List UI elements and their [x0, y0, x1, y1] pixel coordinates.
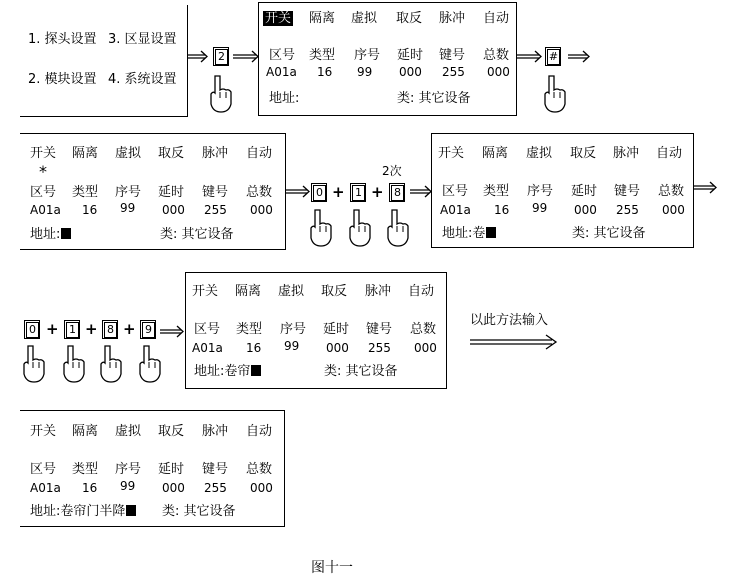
screen-panel-2 — [20, 133, 286, 250]
selection-asterisk: * — [39, 162, 47, 181]
field-header-keyno: 键号 — [202, 185, 229, 200]
tab-virtual[interactable]: 虚拟 — [115, 146, 142, 161]
field-header-total: 总数 — [246, 462, 273, 477]
arrow-5 — [286, 186, 309, 197]
menu-item-module-settings[interactable]: 2. 模块设置 — [28, 72, 97, 87]
address-field[interactable]: 地址:卷 — [442, 226, 496, 241]
long-arrow — [470, 335, 556, 349]
input-method-note: 以此方法输入 — [470, 313, 549, 328]
tab-pulse[interactable]: 脉冲 — [202, 424, 229, 439]
field-header-type: 类型 — [309, 48, 336, 63]
field-value-delay: 000 — [162, 481, 185, 495]
field-value-keyno: 255 — [616, 203, 639, 217]
key-8[interactable]: 8 — [102, 320, 118, 339]
key-2[interactable]: 2 — [213, 47, 229, 66]
address-label: 地址: — [269, 91, 300, 106]
hand-icon — [64, 346, 84, 382]
key-1[interactable]: 1 — [350, 183, 366, 202]
field-header-total: 总数 — [246, 185, 273, 200]
tab-isolate[interactable]: 隔离 — [482, 146, 509, 161]
category-label: 类: 其它设备 — [162, 504, 236, 519]
figure-caption: 图十一 — [311, 560, 353, 576]
menu-item-probe-settings[interactable]: 1. 探头设置 — [28, 32, 97, 47]
field-header-seq: 序号 — [354, 48, 381, 63]
tab-auto[interactable]: 自动 — [483, 11, 510, 26]
tab-isolate[interactable]: 隔离 — [235, 284, 262, 299]
tab-isolate[interactable]: 隔离 — [72, 424, 99, 439]
address-field[interactable]: 地址:卷帘门半降 — [30, 504, 136, 519]
text-cursor — [251, 365, 261, 376]
field-value-zone: A01a — [192, 341, 223, 355]
address-field[interactable]: 地址:卷帘 — [194, 364, 261, 379]
arrow-7 — [694, 182, 716, 193]
tab-isolate[interactable]: 隔离 — [72, 146, 99, 161]
key-1[interactable]: 1 — [64, 320, 80, 339]
arrow-6 — [410, 186, 431, 197]
field-header-type: 类型 — [236, 322, 263, 337]
field-value-zone: A01a — [440, 203, 471, 217]
field-value-keyno: 255 — [442, 65, 465, 79]
field-header-delay: 延时 — [571, 184, 598, 199]
hand-icon — [211, 76, 231, 112]
field-header-zone: 区号 — [30, 185, 57, 200]
field-header-zone: 区号 — [30, 462, 57, 477]
field-value-delay: 000 — [399, 65, 422, 79]
tab-switch[interactable]: 开关 — [30, 424, 57, 439]
text-cursor — [126, 505, 136, 516]
field-header-keyno: 键号 — [439, 48, 466, 63]
tab-switch[interactable]: 开关 — [30, 146, 57, 161]
menu-item-zone-display-settings[interactable]: 3. 区显设置 — [108, 32, 177, 47]
field-header-zone: 区号 — [269, 48, 296, 63]
field-header-delay: 延时 — [158, 185, 185, 200]
key-9[interactable]: 9 — [140, 320, 156, 339]
category-label: 类: 其它设备 — [397, 91, 471, 106]
field-header-type: 类型 — [72, 185, 99, 200]
field-header-seq: 序号 — [115, 185, 142, 200]
field-header-type: 类型 — [483, 184, 510, 199]
field-value-seq: 99 — [357, 65, 373, 79]
tab-virtual[interactable]: 虚拟 — [526, 146, 553, 161]
address-field[interactable]: 地址: — [30, 227, 71, 242]
field-header-keyno: 键号 — [366, 322, 393, 337]
tab-invert[interactable]: 取反 — [396, 11, 423, 26]
field-value-seq: 99 — [284, 339, 300, 353]
field-value-total: 000 — [250, 203, 273, 217]
tab-virtual[interactable]: 虚拟 — [351, 11, 378, 26]
screen-panel-5 — [20, 410, 285, 527]
tab-invert[interactable]: 取反 — [321, 284, 348, 299]
field-value-delay: 000 — [574, 203, 597, 217]
field-header-keyno: 键号 — [202, 462, 229, 477]
category-label: 类: 其它设备 — [160, 227, 234, 242]
tab-auto[interactable]: 自动 — [656, 146, 683, 161]
arrow-8 — [160, 326, 183, 337]
category-label: 类: 其它设备 — [324, 364, 398, 379]
field-value-keyno: 255 — [368, 341, 391, 355]
plus-sign: + — [332, 183, 345, 201]
field-value-total: 000 — [662, 203, 685, 217]
field-value-seq: 99 — [120, 201, 136, 215]
text-cursor — [486, 227, 496, 238]
field-header-seq: 序号 — [115, 462, 142, 477]
field-header-seq: 序号 — [527, 184, 554, 199]
tab-switch[interactable]: 开关 — [438, 146, 465, 161]
field-value-total: 000 — [250, 481, 273, 495]
repeat-count-label: 2次 — [382, 164, 402, 178]
field-header-seq: 序号 — [280, 322, 307, 337]
field-value-type: 16 — [82, 203, 98, 217]
field-header-total: 总数 — [410, 322, 437, 337]
tab-pulse[interactable]: 脉冲 — [439, 11, 466, 26]
field-value-keyno: 255 — [204, 481, 227, 495]
field-value-delay: 000 — [326, 341, 349, 355]
key-8[interactable]: 8 — [389, 183, 405, 202]
tab-isolate[interactable]: 隔离 — [309, 11, 336, 26]
field-header-zone: 区号 — [194, 322, 221, 337]
tab-pulse[interactable]: 脉冲 — [202, 146, 229, 161]
hand-icon — [350, 210, 370, 246]
screen-panel-3 — [431, 133, 694, 248]
field-header-total: 总数 — [483, 48, 510, 63]
field-header-total: 总数 — [658, 184, 685, 199]
field-value-total: 000 — [414, 341, 437, 355]
hand-icon — [388, 210, 408, 246]
field-value-total: 000 — [487, 65, 510, 79]
field-value-zone: A01a — [30, 481, 61, 495]
tab-pulse[interactable]: 脉冲 — [365, 284, 392, 299]
field-value-type: 16 — [246, 341, 262, 355]
field-value-type: 16 — [82, 481, 98, 495]
hand-icon — [24, 346, 44, 382]
tab-switch[interactable]: 开关 — [265, 11, 292, 26]
tab-auto[interactable]: 自动 — [408, 284, 435, 299]
plus-sign: + — [46, 320, 59, 338]
menu-item-system-settings[interactable]: 4. 系统设置 — [108, 72, 177, 87]
key-hash[interactable]: # — [545, 47, 561, 66]
tab-switch[interactable]: 开关 — [192, 284, 219, 299]
field-value-type: 16 — [317, 65, 333, 79]
key-0[interactable]: 0 — [24, 320, 40, 339]
field-header-delay: 延时 — [158, 462, 185, 477]
field-value-seq: 99 — [532, 201, 548, 215]
field-value-zone: A01a — [266, 65, 297, 79]
arrow-4 — [568, 51, 589, 62]
menu-panel — [20, 5, 188, 117]
tab-invert[interactable]: 取反 — [570, 146, 597, 161]
field-header-delay: 延时 — [323, 322, 350, 337]
tab-auto[interactable]: 自动 — [246, 424, 273, 439]
plus-sign: + — [85, 320, 98, 338]
text-cursor — [61, 228, 71, 239]
screen-panel-1 — [258, 2, 517, 116]
arrow-1 — [187, 51, 207, 62]
hand-icon — [545, 76, 565, 112]
tab-invert[interactable]: 取反 — [158, 424, 185, 439]
category-label: 类: 其它设备 — [572, 226, 646, 241]
screen-panel-4 — [185, 272, 447, 389]
hand-icon — [140, 346, 160, 382]
tab-pulse[interactable]: 脉冲 — [613, 146, 640, 161]
field-value-seq: 99 — [120, 479, 136, 493]
field-value-keyno: 255 — [204, 203, 227, 217]
field-value-zone: A01a — [30, 203, 61, 217]
key-0[interactable]: 0 — [311, 183, 327, 202]
tab-virtual[interactable]: 虚拟 — [115, 424, 142, 439]
plus-sign: + — [371, 183, 384, 201]
tab-auto[interactable]: 自动 — [246, 146, 273, 161]
arrow-3 — [516, 51, 541, 62]
plus-sign: + — [123, 320, 136, 338]
field-value-delay: 000 — [162, 203, 185, 217]
arrow-2 — [233, 51, 258, 62]
field-header-zone: 区号 — [442, 184, 469, 199]
tab-virtual[interactable]: 虚拟 — [278, 284, 305, 299]
tab-invert[interactable]: 取反 — [158, 146, 185, 161]
field-header-delay: 延时 — [397, 48, 424, 63]
hand-icon — [311, 210, 331, 246]
field-value-type: 16 — [494, 203, 510, 217]
field-header-keyno: 键号 — [614, 184, 641, 199]
hand-icon — [101, 346, 121, 382]
field-header-type: 类型 — [72, 462, 99, 477]
